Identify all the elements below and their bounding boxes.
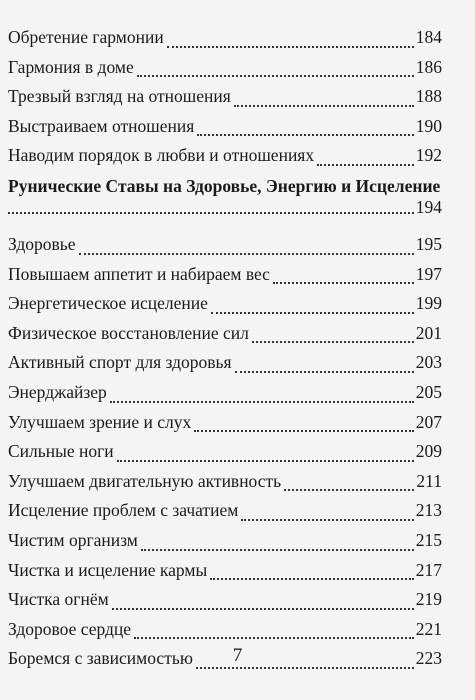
- toc-entry-page: 205: [415, 381, 442, 402]
- dot-leader: [112, 608, 414, 610]
- toc-entry: [8, 589, 442, 619]
- dot-leader: [317, 164, 414, 166]
- toc-entry: [8, 441, 442, 471]
- toc-entry-page: 211: [416, 470, 442, 491]
- toc-entry: [8, 323, 442, 353]
- dot-leader: [8, 212, 414, 214]
- toc-entry-page: 184: [415, 27, 442, 47]
- toc-entry: [8, 264, 442, 294]
- toc-entry-title: Обретение гармонии: [8, 27, 164, 47]
- toc-entry: [8, 471, 442, 501]
- dot-leader: [196, 667, 414, 669]
- toc-entry-page: 207: [415, 411, 442, 432]
- dot-leader: [134, 637, 414, 639]
- toc-group-after: [8, 234, 442, 678]
- dot-leader: [252, 341, 414, 343]
- dot-leader: [167, 46, 414, 48]
- toc-entry-page: 197: [415, 263, 442, 284]
- toc-entry-title: Чистим организм: [8, 529, 138, 550]
- page-footer-number: 7: [232, 645, 243, 666]
- toc-entry: [8, 86, 442, 116]
- toc-entry: [8, 619, 442, 649]
- section-page-number: 194: [415, 196, 442, 217]
- toc-entry-page: 199: [415, 293, 442, 314]
- dot-leader: [117, 460, 414, 462]
- dot-leader: [235, 371, 414, 373]
- toc-entry: [8, 293, 442, 323]
- toc-entry: [8, 352, 442, 382]
- toc-entry-title: Сильные ноги: [8, 441, 114, 462]
- toc-entry-title: Энерджайзер: [8, 381, 107, 402]
- toc-entry-title: Исцеление проблем с зачатием: [8, 500, 239, 521]
- toc-entry-page: 217: [415, 559, 442, 580]
- toc-entry: [8, 57, 442, 87]
- toc-entry-page: 195: [415, 233, 442, 254]
- toc-entry-title: Улучшаем двигательную активность: [8, 470, 282, 491]
- toc-entry-page: 188: [415, 86, 442, 107]
- toc-entry-title: Физическое восстановление сил: [8, 322, 249, 343]
- toc-entry: [8, 530, 442, 560]
- toc-entry-title: Улучшаем зрение и слух: [8, 411, 192, 432]
- dot-leader: [241, 519, 413, 521]
- toc-entry-page: 201: [415, 322, 442, 343]
- dot-leader: [197, 134, 413, 136]
- toc-entry-title: Выстраиваем отношения: [8, 115, 195, 136]
- toc-entry-title: Здоровое сердце: [8, 618, 132, 639]
- toc-entry-page: 192: [415, 145, 442, 166]
- toc-entry: [8, 382, 442, 412]
- toc-entry: [8, 234, 442, 264]
- toc-entry-title: Чистка огнём: [8, 589, 109, 610]
- toc-entry-title: Здоровье: [8, 233, 76, 254]
- toc-entry-title: Гармония в доме: [8, 56, 134, 77]
- toc-entry: [8, 116, 442, 146]
- toc-entry: [8, 27, 442, 57]
- toc-entry: [8, 500, 442, 530]
- dot-leader: [110, 401, 414, 403]
- toc-entry-title: Трезвый взгляд на отношения: [8, 86, 231, 107]
- toc-entry-page: 203: [415, 352, 442, 373]
- toc-entry-page: 221: [415, 618, 442, 639]
- dot-leader: [211, 312, 414, 314]
- toc-entry-title: Энергетическое исцеление: [8, 293, 208, 314]
- dot-leader: [234, 105, 414, 107]
- toc-entry: [8, 412, 442, 442]
- toc-entry-title: Активный спорт для здоровья: [8, 352, 232, 373]
- section-page-line: [8, 197, 442, 223]
- dot-leader: [210, 578, 414, 580]
- toc-entry: [8, 560, 442, 590]
- toc-entry: [8, 145, 442, 175]
- toc-entry-page: 190: [415, 115, 442, 136]
- toc-entry-title: Наводим порядок в любви и отношениях: [8, 145, 315, 166]
- dot-leader: [273, 282, 414, 284]
- toc-entry-page: 186: [415, 56, 442, 77]
- toc-section: [8, 175, 442, 234]
- dot-leader: [79, 253, 414, 255]
- toc-entry-title: Чистка и исцеление кармы: [8, 559, 208, 580]
- toc-group-before: [8, 27, 442, 175]
- dot-leader: [141, 549, 414, 551]
- toc-entry-page: 213: [415, 500, 442, 521]
- toc-entry-title: Повышаем аппетит и набираем вес: [8, 263, 270, 284]
- section-heading: Рунические Ставы на Здоровье, Энергию и Исцеление: [8, 175, 441, 196]
- toc-entry-page: 215: [415, 529, 442, 550]
- toc-entry-page: 223: [415, 648, 442, 669]
- toc-entry-title: Боремся с зависимостью: [8, 648, 193, 669]
- dot-leader: [284, 489, 414, 491]
- table-of-contents: [8, 27, 442, 678]
- toc-entry-page: 219: [415, 589, 442, 610]
- toc-entry-page: 209: [415, 441, 442, 462]
- dot-leader: [194, 430, 414, 432]
- dot-leader: [137, 75, 414, 77]
